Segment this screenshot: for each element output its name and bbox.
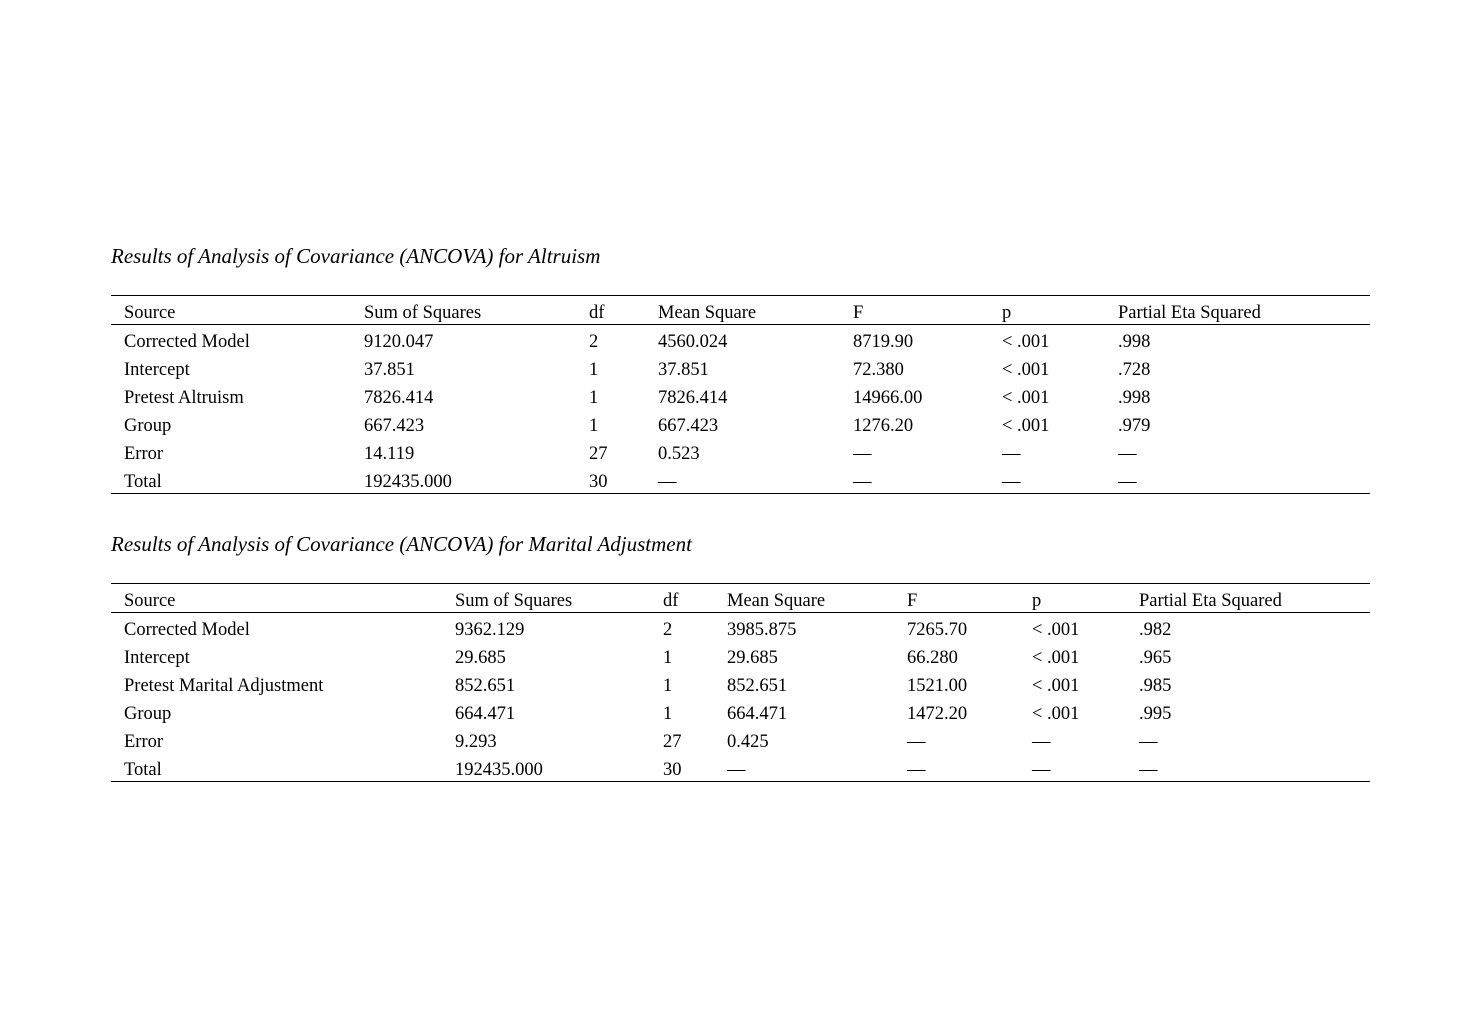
- table-cell: .965: [1139, 648, 1172, 668]
- table-row: [111, 437, 1370, 465]
- table-cell: —: [853, 444, 872, 464]
- table-cell: 8719.90: [853, 332, 914, 352]
- table-cell: < .001: [1032, 648, 1080, 668]
- table-cell: 14.119: [364, 444, 415, 464]
- table-cell: —: [1032, 732, 1051, 752]
- table-cell: —: [853, 472, 872, 492]
- table-cell: .985: [1139, 676, 1172, 696]
- table-cell: 4560.024: [658, 332, 728, 352]
- column-header: Mean Square: [658, 303, 757, 323]
- table-cell: —: [727, 760, 746, 780]
- ancova-table-altruism: [111, 295, 1370, 494]
- table-row: [111, 325, 1370, 354]
- table-cell: .982: [1139, 620, 1172, 640]
- table-cell: .979: [1118, 416, 1151, 436]
- table-cell: 27: [589, 444, 608, 464]
- table-cell: 7265.70: [907, 620, 968, 640]
- table-cell: < .001: [1002, 360, 1050, 380]
- column-header: df: [589, 303, 605, 323]
- table-cell: Intercept: [124, 648, 190, 668]
- table-cell: 1: [663, 676, 673, 696]
- column-header: Partial Eta Squared: [1118, 303, 1261, 323]
- column-header: p: [1002, 303, 1012, 323]
- table-cell: 664.471: [455, 704, 516, 724]
- table-cell: Error: [124, 732, 164, 752]
- table-cell: —: [1139, 760, 1158, 780]
- table-cell: < .001: [1002, 416, 1050, 436]
- column-header: p: [1032, 591, 1042, 611]
- table-row: [111, 353, 1370, 381]
- table-cell: —: [658, 472, 677, 492]
- table-cell: .728: [1118, 360, 1151, 380]
- table-cell: 1: [589, 360, 599, 380]
- table-cell: 1: [589, 388, 599, 408]
- ancova-table-marital-adjustment: [111, 583, 1370, 782]
- table-row: [111, 613, 1370, 642]
- table-cell: 2: [663, 620, 673, 640]
- table-row: [111, 669, 1370, 697]
- table-cell: 9362.129: [455, 620, 525, 640]
- table-row: [111, 725, 1370, 753]
- table-cell: 1521.00: [907, 676, 968, 696]
- table-row: [111, 409, 1370, 437]
- table-cell: —: [1002, 444, 1021, 464]
- table-cell: 30: [589, 472, 608, 492]
- column-header: Sum of Squares: [364, 303, 482, 323]
- table-cell: Total: [124, 472, 162, 492]
- table-cell: 7826.414: [364, 388, 434, 408]
- marital-adjustment-table-block: [111, 528, 1370, 780]
- table-cell: 1472.20: [907, 704, 968, 724]
- column-header: Source: [124, 303, 176, 323]
- column-header: df: [663, 591, 679, 611]
- table-cell: 852.651: [727, 676, 788, 696]
- table-cell: 852.651: [455, 676, 516, 696]
- table-cell: 37.851: [364, 360, 415, 380]
- table-title: Results of Analysis of Covariance (ANCOVA) for Altruism: [111, 244, 601, 268]
- table-row: [111, 381, 1370, 409]
- column-header: Sum of Squares: [455, 591, 573, 611]
- table-cell: 664.471: [727, 704, 788, 724]
- table-cell: 192435.000: [364, 472, 452, 492]
- table-cell: —: [1032, 760, 1051, 780]
- table-cell: 667.423: [364, 416, 425, 436]
- table-cell: Corrected Model: [124, 332, 250, 352]
- table-cell: Group: [124, 704, 172, 724]
- table-cell: 192435.000: [455, 760, 543, 780]
- table-row: [111, 465, 1370, 494]
- table-cell: —: [907, 760, 926, 780]
- table-cell: .998: [1118, 388, 1151, 408]
- column-header: F: [907, 591, 918, 611]
- table-cell: 0.425: [727, 732, 769, 752]
- table-cell: .998: [1118, 332, 1151, 352]
- table-cell: 1: [589, 416, 599, 436]
- table-cell: 30: [663, 760, 682, 780]
- table-cell: 3985.875: [727, 620, 797, 640]
- altruism-table-block: [111, 240, 1370, 492]
- table-cell: 29.685: [727, 648, 778, 668]
- table-cell: 66.280: [907, 648, 958, 668]
- table-cell: 1: [663, 704, 673, 724]
- table-cell: —: [1118, 444, 1137, 464]
- table-cell: Error: [124, 444, 164, 464]
- table-cell: Total: [124, 760, 162, 780]
- table-cell: 7826.414: [658, 388, 728, 408]
- table-cell: 1: [663, 648, 673, 668]
- table-cell: < .001: [1002, 332, 1050, 352]
- table-cell: 14966.00: [853, 388, 923, 408]
- table-cell: Pretest Altruism: [124, 388, 244, 408]
- table-cell: < .001: [1032, 620, 1080, 640]
- table-cell: 72.380: [853, 360, 904, 380]
- table-cell: 27: [663, 732, 682, 752]
- table-cell: < .001: [1032, 676, 1080, 696]
- table-cell: < .001: [1032, 704, 1080, 724]
- header-row: [111, 296, 1370, 325]
- table-title: Results of Analysis of Covariance (ANCOVA) for Marital Adjustment: [111, 532, 692, 556]
- table-row: [111, 753, 1370, 782]
- table-cell: 37.851: [658, 360, 709, 380]
- table-cell: 0.523: [658, 444, 700, 464]
- table-cell: Group: [124, 416, 172, 436]
- table-cell: 2: [589, 332, 599, 352]
- table-cell: .995: [1139, 704, 1172, 724]
- table-cell: —: [1002, 472, 1021, 492]
- table-cell: —: [1118, 472, 1137, 492]
- table-cell: —: [907, 732, 926, 752]
- column-header: Mean Square: [727, 591, 826, 611]
- table-cell: Intercept: [124, 360, 190, 380]
- table-cell: Pretest Marital Adjustment: [124, 676, 324, 696]
- column-header: F: [853, 303, 864, 323]
- table-cell: —: [1139, 732, 1158, 752]
- table-row: [111, 697, 1370, 725]
- table-row: [111, 641, 1370, 669]
- column-header: Partial Eta Squared: [1139, 591, 1282, 611]
- table-cell: 1276.20: [853, 416, 914, 436]
- table-cell: 667.423: [658, 416, 719, 436]
- header-row: [111, 584, 1370, 613]
- table-cell: 29.685: [455, 648, 506, 668]
- table-cell: 9.293: [455, 732, 497, 752]
- table-cell: 9120.047: [364, 332, 434, 352]
- column-header: Source: [124, 591, 176, 611]
- table-cell: Corrected Model: [124, 620, 250, 640]
- table-cell: < .001: [1002, 388, 1050, 408]
